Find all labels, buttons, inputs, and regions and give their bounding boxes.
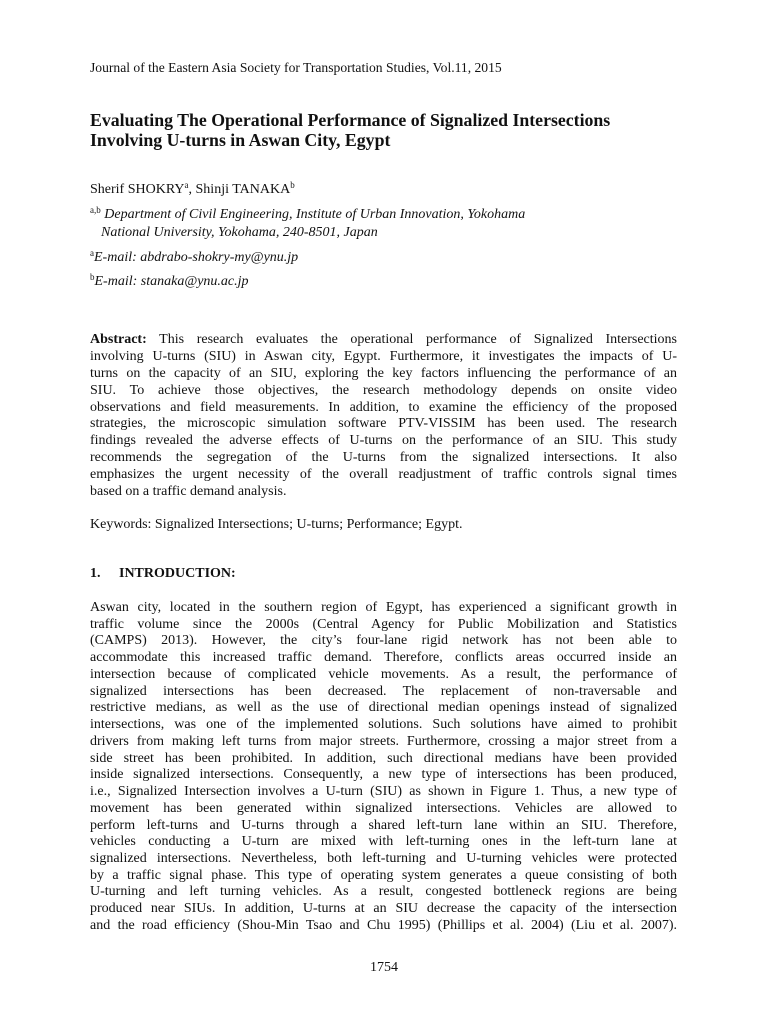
abstract-line: emphasizes the urgent necessity of the overall readjustment of traffic controls signal times (90, 467, 677, 483)
author-affiliation-mark: a (184, 180, 189, 190)
title-line: Involving U-turns in Aswan City, Egypt (90, 130, 391, 150)
affiliation-line: National University, Yokohama, 240-8501, Japan (101, 225, 378, 240)
intro-line: and the road efficiency (Shou-Min Tsao and Chu 1995) (Phillips et al. 2004) (Liu et al. 2007). (90, 917, 677, 933)
intro-line: i.e., Signalized Intersection involves a U-turn (SIU) as shown in Figure 1. Thus, a new type of (90, 784, 677, 800)
keywords: Keywords: Signalized Intersections; U-turns; Performance; Egypt. (90, 517, 463, 532)
abstract-text: This research evaluates the operational performance of Signalized Intersections (159, 332, 677, 347)
intro-line: by a traffic signal phase. This type of operating system generates a queue consisting of both (90, 867, 677, 883)
affiliation-line (90, 206, 677, 224)
author-affiliation-mark: b (290, 180, 295, 190)
abstract-line: involving U-turns (SIU) in Aswan city, Egypt. Furthermore, it investigates the impacts of U- (90, 348, 677, 364)
email-mark: b (90, 272, 95, 282)
intro-line: restrictive medians, as well as the use of directional median openings instead of signalized (90, 700, 677, 716)
introduction-paragraph (90, 600, 677, 935)
journal-header: Journal of the Eastern Asia Society for Transportation Studies, Vol.11, 2015 (90, 60, 502, 75)
email-mark: a (90, 248, 94, 258)
title-line: Evaluating The Operational Performance of Signalized Intersections (90, 110, 611, 130)
intro-line: (CAMPS) 2013). However, the city’s four-lane rigid network has not been able to (90, 633, 677, 649)
intro-line: inside signalized intersections. Consequently, a new type of intersections has been produced, (90, 767, 677, 783)
intro-line: signalized intersections has been decreased. The replacement of non-traversable and (90, 683, 677, 699)
intro-line: intersections, was one of the implemented solutions. Such solutions have aimed to prohibit (90, 717, 677, 733)
affiliation-text: Department of Civil Engineering, Institute of Urban Innovation, Yokohama (104, 207, 526, 222)
abstract-line: strategies, the microscopic simulation software PTV-VISSIM has been used. The research (90, 416, 677, 432)
abstract-line: SIU. To achieve those objectives, the research methodology depends on onsite video (90, 382, 677, 398)
abstract-label: Abstract: (90, 332, 147, 347)
section-title: INTRODUCTION: (119, 566, 236, 581)
intro-line: intersection because of complicated vehicle movements. As a result, the performance of (90, 666, 677, 682)
author-list (90, 181, 677, 199)
intro-line: produced near SIUs. In addition, U-turns at an SIU decrease the capacity of the intersection (90, 901, 677, 917)
intro-line: side street has been prohibited. In addition, such directional medians have been provided (90, 750, 677, 766)
section-number: 1. (90, 566, 101, 581)
intro-line: signalized intersections. Nevertheless, both left-turning and U-turning vehicles were protected (90, 851, 677, 867)
intro-line: U-turning and left turning vehicles. As a result, congested bottleneck regions are being (90, 884, 677, 900)
email-line (90, 273, 677, 291)
abstract-line: based on a traffic demand analysis. (90, 484, 287, 500)
intro-line: vehicles conducting a U-turn are mixed with left-turning ones in the left-turn lane at (90, 834, 677, 850)
abstract (90, 332, 677, 501)
intro-line: drivers from making left turns from major streets. Furthermore, crossing a major street from a (90, 733, 677, 749)
intro-line: Aswan city, located in the southern region of Egypt, has experienced a significant growth in (90, 600, 677, 615)
intro-line: accommodate this increased traffic demand. Therefore, conflicts areas occurred inside an (90, 650, 677, 666)
affiliation (90, 206, 677, 242)
abstract-line: observations and field measurements. In addition, to examine the efficiency of the proposed (90, 399, 677, 415)
intro-line: traffic volume since the 2000s (Central Agency for Public Mobilization and Statistics (90, 616, 677, 632)
abstract-line: turns on the capacity of an SIU, exploring the key factors influencing the performance of an (90, 365, 677, 381)
email-line (90, 249, 677, 267)
email-text: E-mail: stanaka@ynu.ac.jp (94, 274, 249, 289)
author-separator: , (188, 182, 193, 197)
abstract-line (90, 332, 677, 349)
intro-line: perform left-turns and U-turns through a shared left-turn lane within an SIU. Therefore, (90, 817, 677, 833)
affiliation-mark: a,b (90, 205, 101, 215)
author-name: Shinji TANAKA (195, 182, 291, 197)
abstract-line: recommends the segregation of the U-turns from the signalized intersections. It also (90, 450, 677, 466)
email-text: E-mail: abdrabo-shokry-my@ynu.jp (94, 250, 299, 265)
section-heading (90, 565, 677, 583)
paper-title (90, 110, 677, 150)
page-number: 1754 (370, 960, 398, 975)
intro-line: movement has been generated within signalized intersections. Vehicles are allowed to (90, 800, 677, 816)
author-name: Sherif SHOKRY (90, 182, 185, 197)
abstract-line: findings revealed the adverse effects of U-turns on the performance of an SIU. This study (90, 433, 677, 449)
